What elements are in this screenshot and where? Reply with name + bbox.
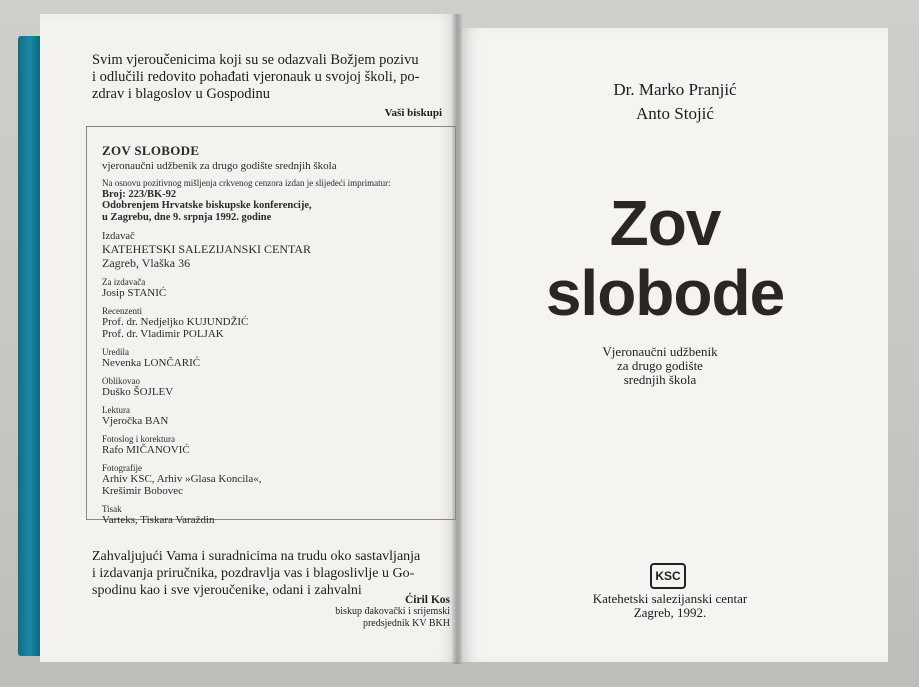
approval-intro: Na osnovu pozitivnog mišljenja crkvenog cenzora izdan je slijedeći imprimatur:: [102, 178, 391, 188]
title-line: Zov: [609, 187, 721, 259]
thanks-line: i izdavanja priručnika, pozdravlja vas i blagoslivlje u Go-: [92, 566, 415, 581]
credit-role: Fotografije: [102, 463, 142, 473]
credit-role: Tisak: [102, 504, 122, 514]
thanks-line: Zahvaljujući Vama i suradnicima na trudu oko sastavljanja: [92, 549, 421, 564]
credit-proofreading: [102, 405, 452, 427]
logo-text: KSC: [655, 569, 681, 583]
credit-name: KATEHETSKI SALEZIJANSKI CENTAR: [102, 242, 312, 256]
credit-name: Arhiv KSC, Arhiv »Glasa Koncila«,: [102, 473, 262, 485]
credit-name: Prof. dr. Nedjeljko KUJUNDŽIĆ: [102, 316, 249, 328]
approval-line: Odobrenjem Hrvatske biskupske konferencije,: [102, 200, 312, 211]
credit-designer: [102, 376, 452, 398]
dedication-line: i odlučili redovito pohađati vjeronauk u svojoj školi, po-: [92, 69, 420, 85]
dedication-line: Svim vjeroučenicima koji su se odazvali Božjem pozivu: [92, 52, 419, 68]
credit-name: Krešimir Bobovec: [102, 485, 183, 497]
credit-role: Fotoslog i korektura: [102, 434, 175, 444]
publisher-line: Zagreb, 1992.: [633, 605, 707, 620]
credit-name: Rafo MIČANOVIĆ: [102, 444, 190, 456]
credit-role: Uredila: [102, 347, 129, 357]
subtitle-line: srednjih škola: [623, 372, 697, 387]
dedication: [92, 52, 452, 119]
imprint: [102, 143, 452, 526]
credit-for-publisher: [102, 277, 452, 299]
credit-name: Zagreb, Vlaška 36: [102, 255, 191, 270]
thanks-paragraph: [92, 548, 452, 599]
credit-photographs: [102, 463, 452, 497]
credit-name: Varteks, Tiskara Varaždin: [102, 514, 215, 526]
title-line: slobode: [545, 257, 785, 329]
credit-name: Josip STANIĆ: [102, 287, 167, 299]
signer-name: Ćiril Kos: [404, 594, 450, 606]
credit-role: Lektura: [102, 405, 130, 415]
thanks-line: spodinu kao i sve vjeroučenike, odani i zahvalni: [92, 583, 362, 598]
credit-role: Za izdavača: [102, 277, 146, 287]
publisher-logo: [650, 563, 686, 589]
credit-name: Nevenka LONČARIĆ: [102, 357, 201, 369]
credit-publisher: [102, 231, 452, 270]
approval-number: Broj: 223/BK-92: [102, 189, 177, 200]
credit-role: Izdavač: [102, 231, 135, 242]
author-name: Dr. Marko Pranjić: [613, 80, 737, 99]
imprint-subtitle: vjeronaučni udžbenik za drugo godište srednjih škola: [102, 160, 337, 172]
signer-title: biskup đakovački i srijemski: [335, 606, 450, 617]
subtitle-line: Vjeronaučni udžbenik: [602, 344, 718, 359]
imprint-title: ZOV SLOBODE: [102, 143, 200, 158]
signer-title: predsjednik KV BKH: [362, 618, 450, 629]
publisher-block: [560, 592, 780, 620]
credit-reviewers: [102, 306, 452, 340]
dedication-signature: Vaši biskupi: [384, 107, 442, 119]
book-title: [500, 188, 830, 328]
credit-printing: [102, 504, 452, 526]
subtitle-line: za drugo godište: [617, 358, 703, 373]
book-subtitle: [560, 345, 760, 387]
credit-role: Oblikovao: [102, 376, 140, 386]
thanks-signature: [300, 594, 450, 630]
credit-editor: [102, 347, 452, 369]
credit-role: Recenzenti: [102, 306, 142, 316]
dedication-line: zdrav i blagoslov u Gospodinu: [92, 86, 271, 102]
credit-name: Vjeročka BAN: [102, 415, 169, 427]
approval-line: u Zagrebu, dne 9. srpnja 1992. godine: [102, 212, 272, 223]
credit-name: Prof. dr. Vladimir POLJAK: [102, 328, 224, 340]
author-name: Anto Stojić: [636, 104, 714, 123]
publisher-line: Katehetski salezijanski centar: [592, 591, 748, 606]
authors: [560, 78, 790, 126]
credit-name: Duško ŠOJLEV: [102, 386, 174, 398]
credit-typesetting: [102, 434, 452, 456]
